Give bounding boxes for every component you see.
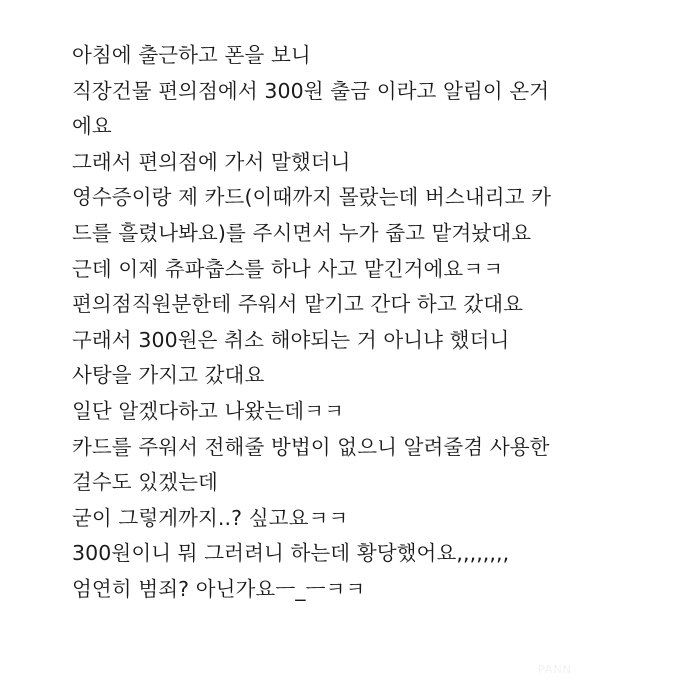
post-line: 사탕을 가지고 갔대요 bbox=[72, 363, 265, 388]
post-line: 굳이 그렇게까지..? 싶고요ㅋㅋ bbox=[72, 505, 349, 530]
post-line: 카드를 주워서 전해줄 방법이 없으니 알려줄겸 사용한 bbox=[72, 434, 550, 459]
post-line: 엄연히 범죄? 아닌가요ㅡ_ㅡㅋㅋ bbox=[72, 576, 366, 601]
post-line: 영수증이랑 제 카드(이때까지 몰랐는데 버스내리고 카 bbox=[72, 185, 552, 210]
post-line: 일단 알겠다하고 나왔는데ㅋㅋ bbox=[72, 398, 344, 423]
post-line: 그래서 편의점에 가서 말했더니 bbox=[72, 149, 351, 174]
post-line: 근데 이제 츄파춥스를 하나 사고 맡긴거에요ㅋㅋ bbox=[72, 256, 504, 281]
post-line: 아침에 출근하고 폰을 보니 bbox=[72, 43, 311, 67]
post-line: 에요 bbox=[72, 114, 112, 139]
post-line: 드를 흘렸나봐요)를 주시면서 누가 줍고 맡겨놨대요 bbox=[72, 220, 532, 245]
post-line: 300원이니 뭐 그러려니 하는데 황당했어요,,,,,,,, bbox=[72, 541, 510, 566]
post-line: 구래서 300원은 취소 해야되는 거 아니냐 했더니 bbox=[72, 327, 510, 352]
post-line: 편의점직원분한테 주워서 맡기고 간다 하고 갔대요 bbox=[72, 292, 524, 317]
post-line: 직장건물 편의점에서 300원 출금 이라고 알림이 온거 bbox=[72, 78, 550, 103]
watermark-logo: PANN bbox=[538, 663, 572, 676]
post-line: 걸수도 있겠는데 bbox=[72, 470, 218, 495]
post-body bbox=[72, 38, 672, 608]
